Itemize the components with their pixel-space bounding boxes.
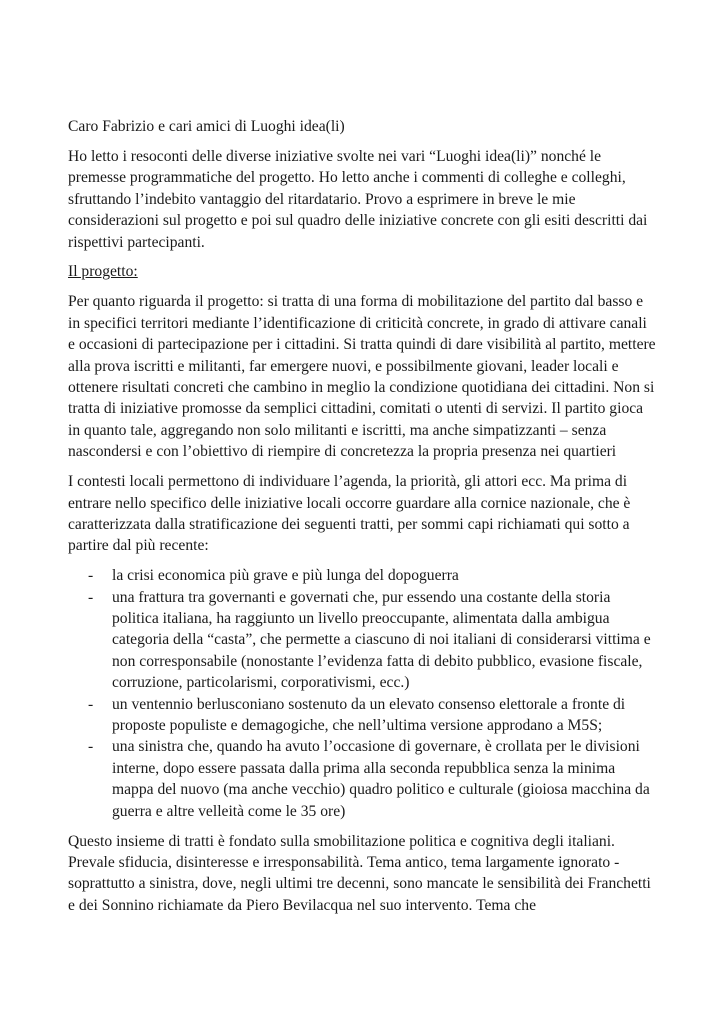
document-page — [68, 116, 656, 925]
list-item-text: la crisi economica più grave e più lunga del dopoguerra — [112, 567, 459, 585]
list-item — [68, 736, 656, 822]
bullet-dash: - — [88, 695, 94, 713]
list-item-text: un ventennio berlusconiano sostenuto da un elevato consenso elettorale a fronte di proposte populiste e demagogiche, che nell’ultima versione approdano a M5S; — [112, 695, 626, 735]
bullet-dash: - — [88, 588, 94, 606]
bullet-dash: - — [88, 738, 94, 756]
list-item-text: una sinistra che, quando ha avuto l’occasione di governare, è crollata per le divisioni interne, dopo essere passata dalla prima alla seconda repubblica senza la minima mappa del nuovo (ma anche vecchio) quadro politico e culturale (gioiosa macchina da guerra e altre velleità come le 35 ore) — [112, 738, 650, 820]
salutation: Caro Fabrizio e cari amici di Luoghi idea(li) — [68, 118, 345, 135]
bullet-list — [68, 565, 656, 822]
context-paragraph: I contesti locali permettono di individuare l’agenda, la priorità, gli attori ecc. Ma prima di entrare nello specifico delle iniziative locali occorre guardare alla cornice nazionale, che è caratterizzata dalla stratificazione dei seguenti tratti, per sommi capi richiamati qui sotto a partire dal più recente: — [68, 473, 631, 555]
list-item — [68, 587, 656, 694]
project-paragraph: Per quanto riguarda il progetto: si tratta di una forma di mobilitazione del partito dal basso e in specifici territori mediante l’identificazione di criticità concrete, in grado di attivare canali e occasioni di partecipazione per i cittadini. Si tratta quindi di dare visibilità al partito, mettere alla prova iscritti e militanti, far emergere nuovi, e possibilmente giovani, leader locali e ottenere risultati concreti che cambino in meglio la condizione quotidiana dei cittadini. Non si tratta di iniziative promosse da semplici cittadini, comitati o utenti di servizi. Il partito gioca in quanto tale, aggregando non solo militanti e iscritti, ma anche simpatizzanti – senza nascondersi e con l’obiettivo di riempire di concretezza la propria presenza nei quartieri — [68, 293, 656, 461]
list-item-text: una frattura tra governanti e governati che, pur essendo una costante della storia politica italiana, ha raggiunto un livello preoccupante, alimentata dalla ambigua categoria della “casta”, che permette a ciascuno di noi italiani di considerarsi vittima e non corresponsabile (nonostante l’evidenza fatta di debito pubblico, evasione fiscale, corruzione, particolarismi, corporativismi, ecc.) — [112, 588, 651, 692]
closing-paragraph: Questo insieme di tratti è fondato sulla smobilitazione politica e cognitiva degli italiani. Prevale sfiducia, disinteresse e irresponsabilità. Tema antico, tema largamente ignorato - soprattutto a sinistra, dove, negli ultimi tre decenni, sono mancate le sensibilità dei Franchetti e dei Sonnino richiamate da Piero Bevilacqua nel suo intervento. Tema che — [68, 832, 651, 914]
list-item — [68, 565, 656, 586]
bullet-dash: - — [88, 567, 94, 585]
intro-paragraph: Ho letto i resoconti delle diverse iniziative svolte nei vari “Luoghi idea(li)” nonché le premesse programmatiche del progetto. Ho letto anche i commenti di colleghe e colleghi, sfruttando l’indebito vantaggio del ritardatario. Provo a esprimere in breve le mie considerazioni sul progetto e poi sul quadro delle iniziative concrete con gli esiti descritti dai rispettivi partecipanti. — [68, 147, 648, 251]
section-heading: Il progetto: — [68, 263, 138, 281]
list-item — [68, 694, 656, 737]
